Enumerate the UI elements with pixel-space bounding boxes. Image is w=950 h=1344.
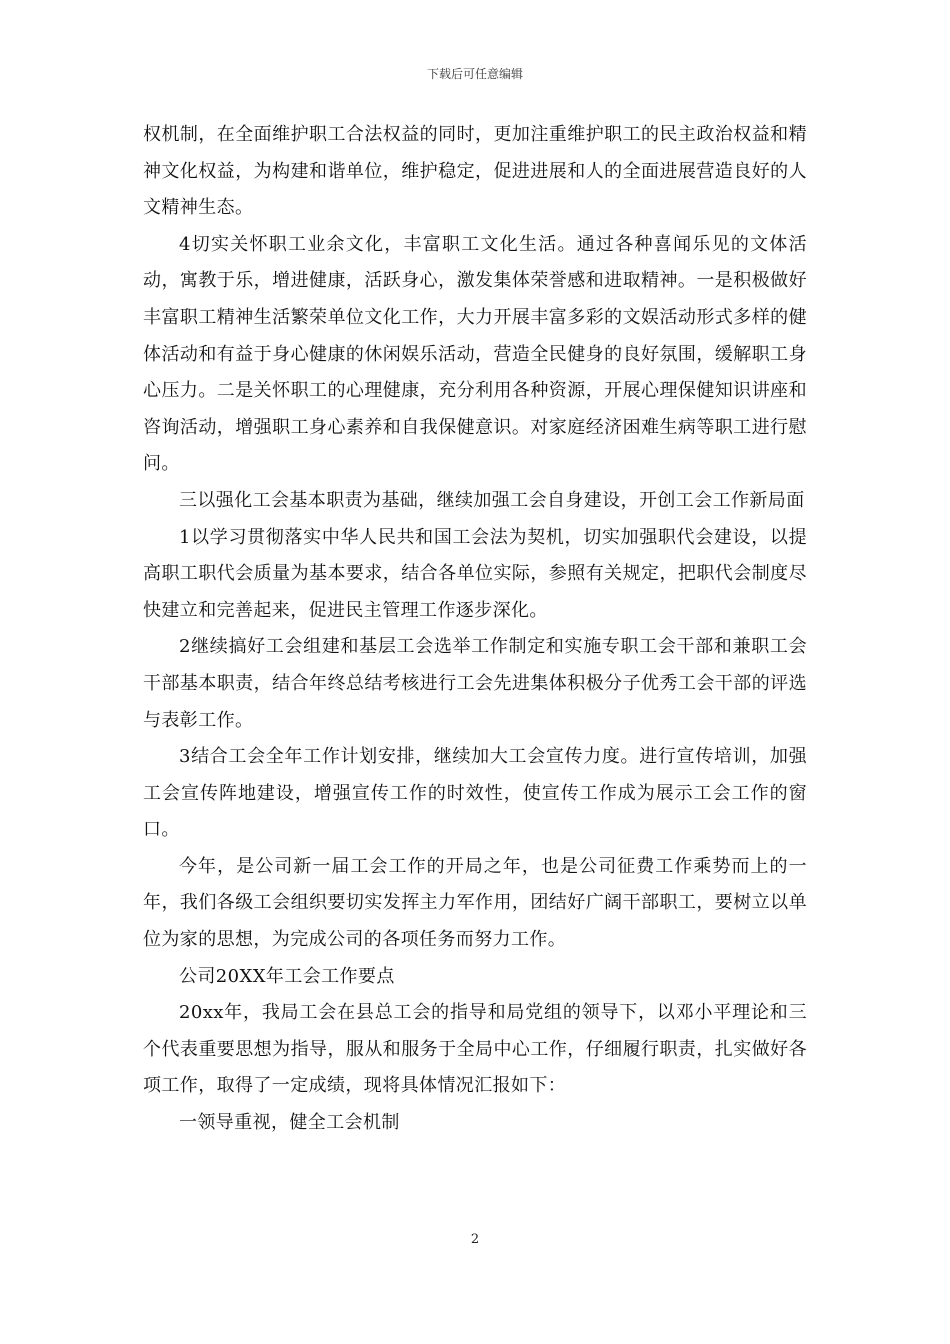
paragraph-item-2: 2继续搞好工会组建和基层工会选举工作制定和实施专职工会干部和兼职工会干部基本职责，结合年终总结考核进行工会先进集体积极分子优秀工会干部的评选与表彰工作。: [143, 636, 807, 731]
section-heading-one: 一领导重视，健全工会机制: [179, 1112, 400, 1134]
paragraph-culture-life: 4切实关怀职工业余文化，丰富职工文化生活。通过各种喜闻乐见的文体活动，寓教于乐，增进健康，活跃身心，激发集体荣誉感和进取精神。一是积极做好丰富职工精神生活繁荣单位文化工作，大力开展丰富多彩的文娱活动形式多样的健体活动和有益于身心健康的休闲娱乐活动，营造全民健身的良好氛围，缓解职工身心压力。二是关怀职工的心理健康，充分利用各种资源，开展心理保健知识讲座和咨询活动，增强职工身心素养和自我保健意识。对家庭经济困难生病等职工进行慰问。: [143, 233, 807, 475]
paragraph-item-3: 3结合工会全年工作计划安排，继续加大工会宣传力度。进行宣传培训，加强工会宣传阵地建设，增强宣传工作的时效性，使宣传工作成为展示工会工作的窗口。: [143, 746, 807, 841]
paragraph-item-1: 1以学习贯彻落实中华人民共和国工会法为契机，切实加强职代会建设，以提高职工职代会质量为基本要求，结合各单位实际，参照有关规定，把职代会制度尽快建立和完善起来，促进民主管理工作逐步深化。: [143, 526, 807, 621]
document-body: [143, 117, 807, 1142]
page-number: 2: [470, 1232, 480, 1247]
section-heading-three: 三以强化工会基本职责为基础，继续加强工会自身建设，开创工会工作新局面: [179, 489, 805, 511]
paragraph-continuation: 权机制，在全面维护职工合法权益的同时，更加注重维护职工的民主政治权益和精神文化权益，为构建和谐单位，维护稳定，促进进展和人的全面进展营造良好的人文精神生态。: [143, 124, 807, 219]
page-header: 下载后可任意编辑: [426, 67, 523, 81]
paragraph-report-intro: 20xx年，我局工会在县总工会的指导和局党组的领导下，以邓小平理论和三个代表重要思想为指导，服从和服务于全局中心工作，仔细履行职责，扎实做好各项工作，取得了一定成绩，现将具体情况汇报如下：: [143, 1002, 807, 1097]
paragraph-this-year: 今年，是公司新一届工会工作的开局之年，也是公司征费工作乘势而上的一年，我们各级工会组织要切实发挥主力军作用，团结好广阔干部职工，要树立以单位为家的思想，为完成公司的各项任务而努力工作。: [143, 855, 807, 951]
document-subtitle: 公司20XX年工会工作要点: [179, 965, 395, 987]
